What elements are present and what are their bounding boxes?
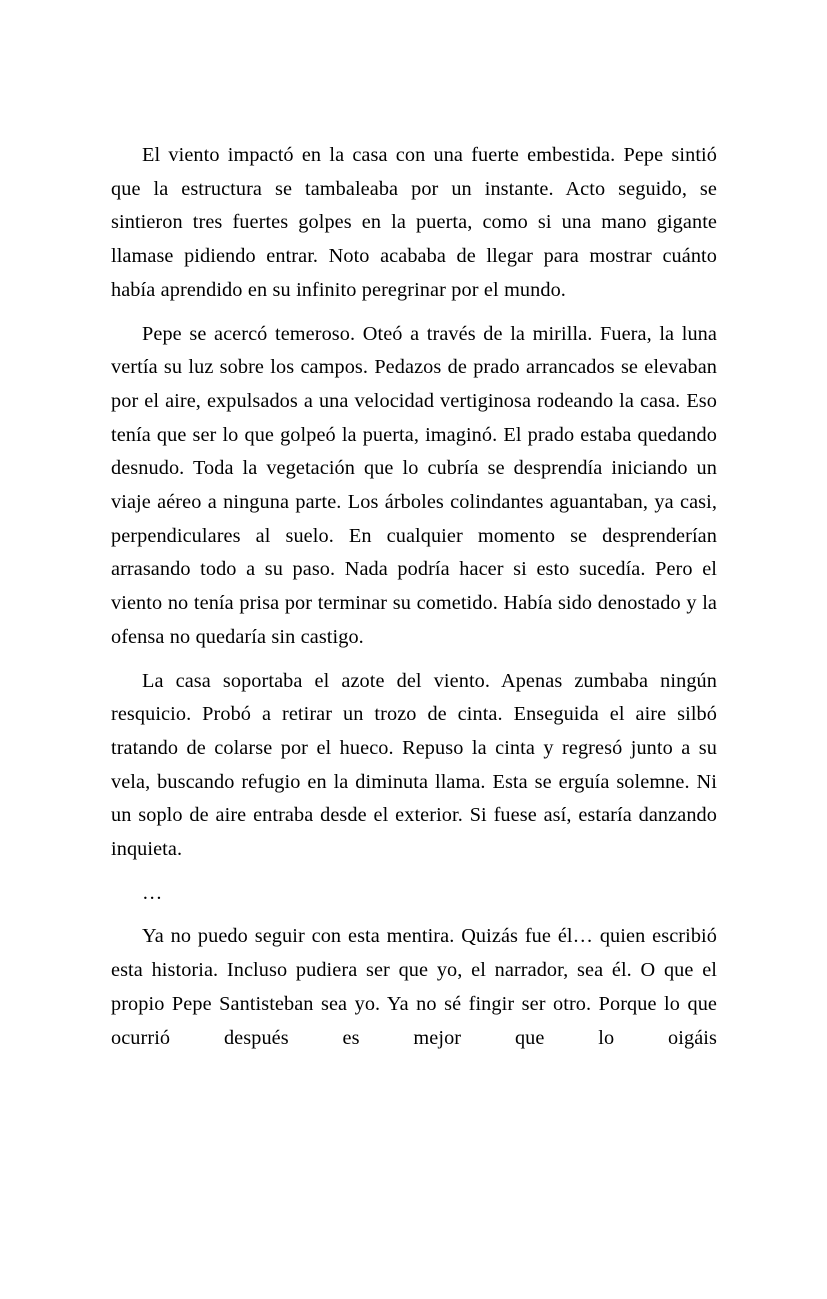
section-break-ellipsis: … bbox=[142, 881, 163, 904]
paragraph-4: Ya no puedo seguir con esta mentira. Quizás fue él… quien escribió esta historia. Incluso pudiera ser que yo, el narrador, sea él. O que el propio Pepe Santisteban sea yo. Ya no sé fingir ser otro. Porque lo que ocurrió después es mejor que lo oigáis bbox=[111, 925, 717, 1049]
paragraph-2: Pepe se acercó temeroso. Oteó a través de la mirilla. Fuera, la luna vertía su luz sobre los campos. Pedazos de prado arrancados se elevaban por el aire, expulsados a una velocidad vertiginosa rodeando la casa. Eso tenía que ser lo que golpeó la puerta, imaginó. El prado estaba quedando desnudo. Toda la vegetación que lo cubría se desprendía iniciando un viaje aéreo a ninguna parte. Los árboles colindantes aguantaban, ya casi, perpendiculares al suelo. En cualquier momento se desprenderían arrasando todo a su paso. Nada podría hacer si esto sucedía. Pero el viento no tenía prisa por terminar su cometido. Había sido denostado y la ofensa no quedaría sin castigo. bbox=[111, 322, 717, 648]
page-text-block bbox=[111, 139, 717, 1089]
paragraph-3: La casa soportaba el azote del viento. Apenas zumbaba ningún resquicio. Probó a retirar un trozo de cinta. Enseguida el aire silbó tratando de colarse por el hueco. Repuso la cinta y regresó junto a su vela, buscando refugio en la diminuta llama. Esta se erguía solemne. Ni un soplo de aire entraba desde el exterior. Si fuese así, estaría danzando inquieta. bbox=[111, 669, 717, 861]
paragraph-1: El viento impactó en la casa con una fuerte embestida. Pepe sintió que la estructura se tambaleaba por un instante. Acto seguido, se sintieron tres fuertes golpes en la puerta, como si una mano gigante llamase pidiendo entrar. Noto acababa de llegar para mostrar cuánto había aprendido en su infinito peregrinar por el mundo. bbox=[111, 144, 717, 301]
